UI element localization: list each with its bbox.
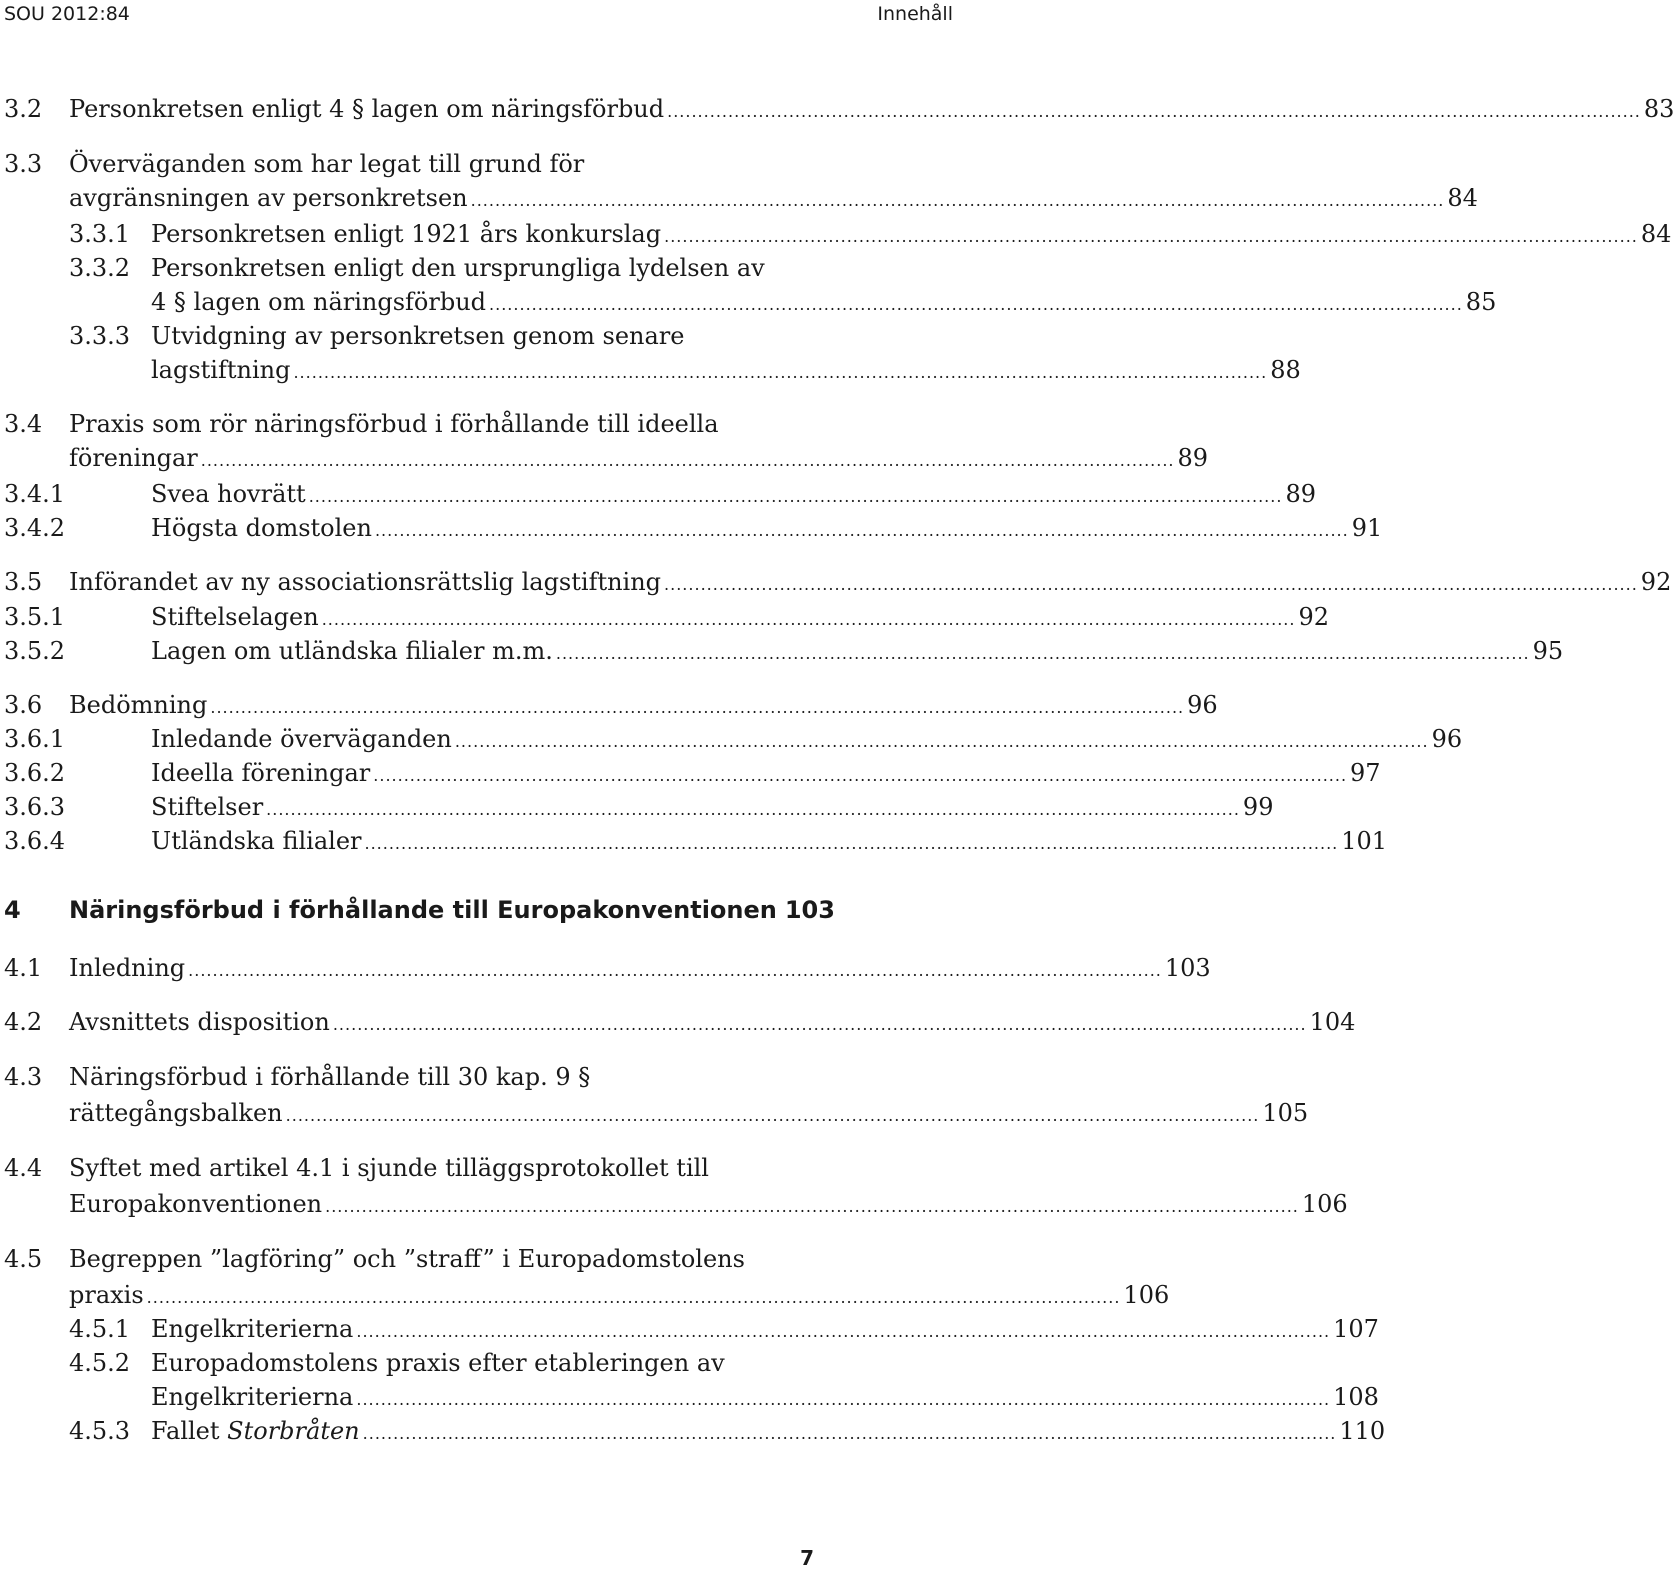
toc-entry-title: Inledande överväganden [151, 725, 452, 753]
toc-entry-number: 3.3.2 [69, 254, 131, 282]
toc-leader-dots: ................................................................................................................................................................ [321, 610, 1296, 629]
toc-entry-number: 4.3 [4, 1063, 43, 1091]
toc-entry-title: Näringsförbud i förhållande till 30 kap. 9 § [69, 1063, 591, 1091]
toc-entry-number: 4.4 [4, 1154, 43, 1182]
toc-entry-page: 84 [1640, 220, 1672, 248]
toc-entry-title: Svea hovrätt [151, 480, 306, 508]
toc-leader-dots: ................................................................................................................................................................ [374, 521, 1349, 540]
toc-leader-dots: ................................................................................................................................................................ [210, 698, 1185, 717]
toc-entry-page: 110 [1339, 1417, 1386, 1445]
toc-entry-page: 89 [1177, 444, 1209, 472]
toc-entry-title: Personkretsen enligt 4 § lagen om näringsförbud [69, 95, 665, 123]
toc-entry-title-cont: 4 § lagen om näringsförbud [151, 288, 487, 316]
toc-entry-title-cont: praxis [69, 1281, 144, 1309]
toc-entry-title-cont: avgränsningen av personkretsen [69, 184, 468, 212]
toc-entry-title: Högsta domstolen [151, 514, 372, 542]
toc-entry-page: 101 [1341, 827, 1388, 855]
toc-leader-dots: ................................................................................................................................................................ [362, 1424, 1337, 1443]
toc-entry-title: Avsnittets disposition [69, 1008, 330, 1036]
toc-leader-dots: ................................................................................................................................................................ [356, 1390, 1331, 1409]
toc-entry-title: Stiftelselagen [151, 603, 319, 631]
toc-leader-dots: ................................................................................................................................................................ [373, 766, 1348, 785]
toc-entry-number: 3.3.1 [69, 220, 131, 248]
toc-leader-dots: ................................................................................................................................................................ [188, 961, 1162, 980]
toc-leader-dots: ................................................................................................................................................................ [667, 102, 1641, 121]
toc-entry-number: 3.4.2 [4, 514, 66, 542]
toc-entry-number: 4.5.3 [69, 1417, 131, 1445]
toc-entry-number: 3.5.2 [4, 637, 66, 665]
toc-entry-title: Fallet [151, 1417, 228, 1445]
toc-chapter-number: 4 [4, 896, 21, 924]
running-header-right: Innehåll [877, 3, 953, 25]
toc-leader-dots: ................................................................................................................................................................ [454, 732, 1429, 751]
toc-entry-title: Överväganden som har legat till grund för [69, 150, 585, 178]
toc-entry-number: 3.4 [4, 410, 43, 438]
toc-entry-page: 99 [1242, 793, 1274, 821]
toc-entry-page: 108 [1333, 1383, 1379, 1411]
toc-entry-title: Ideella föreningar [151, 759, 371, 787]
toc-leader-dots: ................................................................................................................................................................ [332, 1015, 1307, 1034]
toc-entry-page: 89 [1285, 480, 1316, 508]
toc-chapter-title: Näringsförbud i förhållande till Europakonventionen [69, 896, 777, 924]
toc-entry-title: Personkretsen enligt den ursprungliga lydelsen av [151, 254, 765, 282]
toc-entry-title-cont: lagstiftning [151, 356, 291, 384]
toc-entry-page: 106 [1301, 1190, 1348, 1218]
toc-entry-title: Personkretsen enligt 1921 års konkurslag [151, 220, 662, 248]
toc-entry-page: 92 [1640, 568, 1672, 596]
toc-entry-number: 3.2 [4, 95, 43, 123]
toc-entry-number: 3.5 [4, 568, 43, 596]
toc-leader-dots: ................................................................................................................................................................ [200, 451, 1175, 470]
toc-entry-number: 3.6 [4, 691, 43, 719]
toc-entry-page: 92 [1298, 603, 1329, 631]
toc-leader-dots: ................................................................................................................................................................ [266, 800, 1240, 819]
toc-entry-number: 4.5.1 [69, 1315, 131, 1343]
toc-leader-dots: ................................................................................................................................................................ [293, 363, 1268, 382]
toc-entry-number: 3.3 [4, 150, 43, 178]
toc-leader-dots: ................................................................................................................................................................ [364, 834, 1339, 853]
toc-entry-page: 95 [1532, 637, 1564, 665]
toc-entry-title-italic: Storbråten [227, 1417, 360, 1445]
page-number: 7 [800, 1546, 814, 1570]
toc-entry-page: 91 [1351, 514, 1383, 542]
toc-entry-number: 3.4.1 [4, 480, 66, 508]
toc-entry-title: Utländska filialer [151, 827, 362, 855]
toc-entry-page: 104 [1309, 1008, 1356, 1036]
toc-entry-title: Praxis som rör näringsförbud i förhållande till ideella [69, 410, 719, 438]
toc-entry-title: Syftet med artikel 4.1 i sjunde tilläggsprotokollet till [69, 1154, 709, 1182]
toc-entry-page: 103 [1164, 954, 1211, 982]
toc-leader-dots: ................................................................................................................................................................ [146, 1288, 1121, 1307]
toc-entry-title: Införandet av ny associationsrättslig lagstiftning [69, 568, 662, 596]
toc-leader-dots: ................................................................................................................................................................ [285, 1106, 1260, 1125]
toc-entry-number: 3.5.1 [4, 603, 66, 631]
toc-entry-number: 3.6.4 [4, 827, 66, 855]
toc-entry-page: 105 [1262, 1099, 1309, 1127]
toc-entry-title: Bedömning [69, 691, 208, 719]
toc-entry-title-cont: föreningar [69, 444, 198, 472]
toc-leader-dots: ................................................................................................................................................................ [664, 575, 1638, 594]
toc-entry-number: 3.6.3 [4, 793, 66, 821]
toc-entry-number: 3.6.1 [4, 725, 66, 753]
toc-leader-dots: ................................................................................................................................................................ [325, 1197, 1299, 1216]
toc-entry-number: 4.5 [4, 1245, 43, 1273]
toc-entry-page: 85 [1465, 288, 1497, 316]
toc-entry-page: 83 [1643, 95, 1674, 123]
toc-entry-page: 88 [1270, 356, 1301, 384]
toc-entry-title: Engelkriterierna [151, 1315, 354, 1343]
toc-entry-title-cont: Engelkriterierna [151, 1383, 354, 1411]
toc-entry-title: Utvidgning av personkretsen genom senare [151, 322, 685, 350]
toc-leader-dots: ................................................................................................................................................................ [308, 487, 1283, 506]
toc-leader-dots: ................................................................................................................................................................ [555, 644, 1530, 663]
toc-leader-dots: ................................................................................................................................................................ [489, 295, 1463, 314]
toc-entry-title: Stiftelser [151, 793, 264, 821]
toc-entry-number: 4.2 [4, 1008, 43, 1036]
toc-entry-page: 97 [1350, 759, 1381, 787]
toc-entry-page: 96 [1187, 691, 1218, 719]
toc-entry-page: 84 [1447, 184, 1478, 212]
toc-entry-title: Begreppen ”lagföring” och ”straff” i Europadomstolens [69, 1245, 745, 1273]
toc-entry-number: 4.5.2 [69, 1349, 131, 1377]
toc-entry-page: 96 [1431, 725, 1463, 753]
toc-entry-number: 3.3.3 [69, 322, 131, 350]
running-header-left: SOU 2012:84 [4, 3, 130, 25]
toc-entry-page: 106 [1123, 1281, 1170, 1309]
toc-leader-dots: ................................................................................................................................................................ [470, 191, 1445, 210]
toc-entry-title: Inledning [69, 954, 186, 982]
toc-entry-page: 107 [1333, 1315, 1379, 1343]
toc-entry-number: 4.1 [4, 954, 43, 982]
toc-entry-title-cont: Europakonventionen [69, 1190, 323, 1218]
toc-leader-dots: ................................................................................................................................................................ [356, 1322, 1331, 1341]
toc-chapter-page: 103 [784, 896, 835, 924]
toc-entry-title: Lagen om utländska filialer m.m. [151, 637, 553, 665]
toc-entry-title-cont: rättegångsbalken [69, 1099, 283, 1127]
toc-entry-title: Europadomstolens praxis efter etableringen av [151, 1349, 725, 1377]
toc-entry-number: 3.6.2 [4, 759, 66, 787]
toc-leader-dots: ................................................................................................................................................................ [664, 227, 1638, 246]
